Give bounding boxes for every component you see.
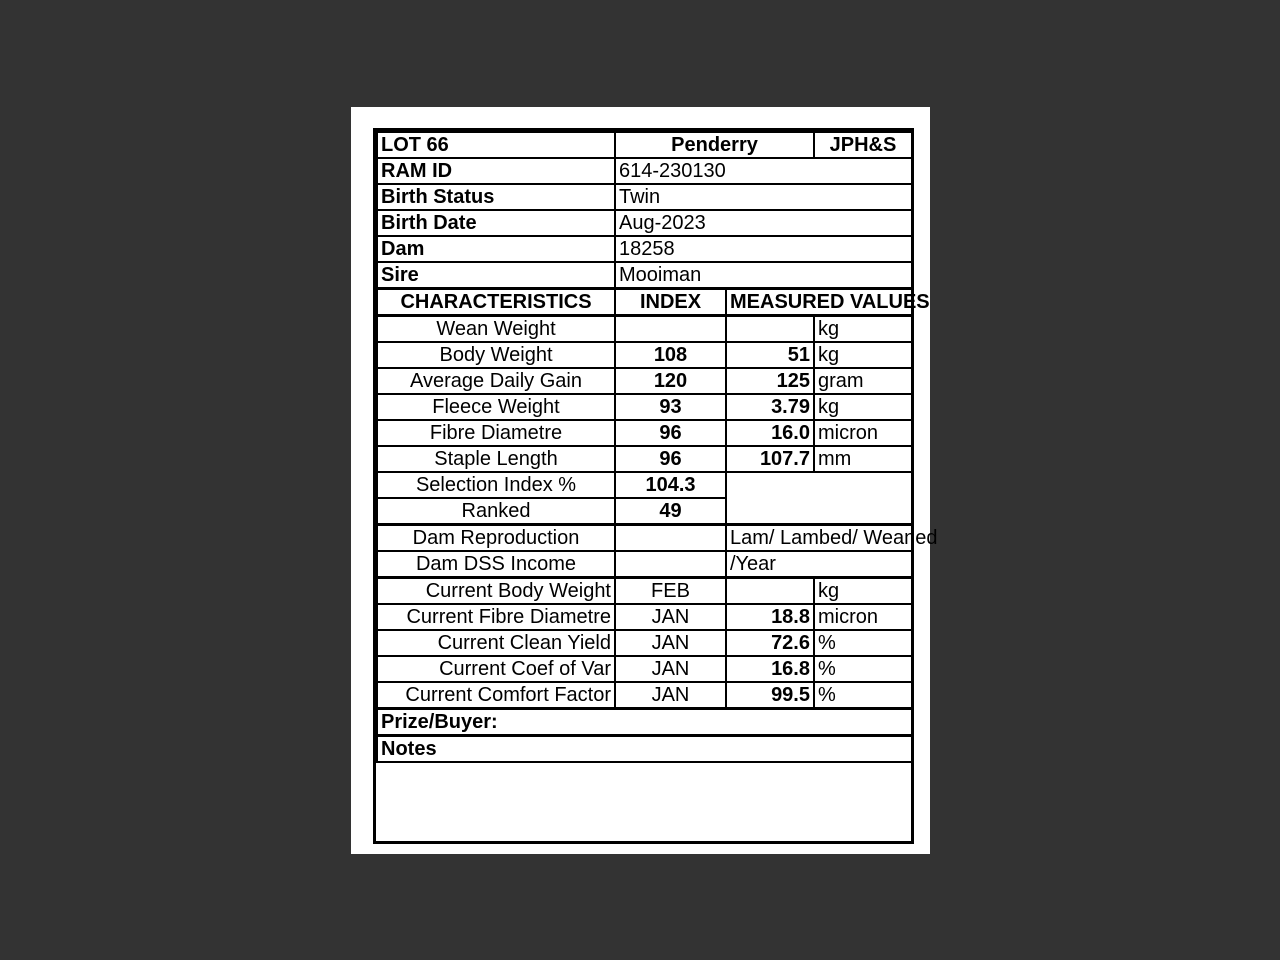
current-value: 16.8 (726, 656, 814, 682)
current-name: Current Fibre Diametre (377, 604, 615, 630)
notes-label: Notes (377, 736, 912, 763)
current-name: Current Clean Yield (377, 630, 615, 656)
current-value: 99.5 (726, 682, 814, 709)
info-row (377, 158, 912, 184)
trait-unit: gram (814, 368, 912, 394)
index-header: INDEX (615, 289, 726, 316)
prize-buyer-row (377, 709, 912, 736)
dam-dss-label: Dam DSS Income (377, 551, 615, 578)
ranked-label: Ranked (377, 498, 615, 525)
current-unit: % (814, 656, 912, 682)
current-month: FEB (615, 578, 726, 605)
info-row (377, 262, 912, 289)
trait-row (377, 316, 912, 343)
trait-index: 96 (615, 446, 726, 472)
current-row (377, 656, 912, 682)
characteristics-header: CHARACTERISTICS (377, 289, 615, 316)
trait-row (377, 342, 912, 368)
header-row (377, 132, 912, 158)
trait-value: 51 (726, 342, 814, 368)
prize-buyer-label: Prize/Buyer: (377, 709, 912, 736)
dam-dss-text: /Year (726, 551, 912, 578)
info-label: Birth Status (377, 184, 615, 210)
trait-unit: mm (814, 446, 912, 472)
dam-dss-row (377, 551, 912, 578)
trait-value: 125 (726, 368, 814, 394)
trait-index: 120 (615, 368, 726, 394)
current-name: Current Coef of Var (377, 656, 615, 682)
trait-index: 93 (615, 394, 726, 420)
trait-index: 108 (615, 342, 726, 368)
trait-value: 3.79 (726, 394, 814, 420)
info-row (377, 184, 912, 210)
card-paper (351, 107, 938, 854)
selection-index-row (377, 472, 912, 498)
dam-reproduction-index (615, 525, 726, 552)
current-unit: % (814, 682, 912, 709)
lot-number: LOT 66 (377, 132, 615, 158)
trait-index: 96 (615, 420, 726, 446)
ranked-value: 49 (615, 498, 726, 525)
info-label: Birth Date (377, 210, 615, 236)
trait-name: Fibre Diametre (377, 420, 615, 446)
trait-name: Staple Length (377, 446, 615, 472)
trait-row (377, 420, 912, 446)
info-label: Sire (377, 262, 615, 289)
info-value: 18258 (615, 236, 912, 262)
trait-name: Average Daily Gain (377, 368, 615, 394)
info-value: Aug-2023 (615, 210, 912, 236)
trait-unit: kg (814, 342, 912, 368)
current-unit: micron (814, 604, 912, 630)
trait-unit: kg (814, 394, 912, 420)
dam-reproduction-row (377, 525, 912, 552)
trait-name: Wean Weight (377, 316, 615, 343)
trait-unit: kg (814, 316, 912, 343)
trait-value: 16.0 (726, 420, 814, 446)
current-month: JAN (615, 630, 726, 656)
trait-row (377, 394, 912, 420)
breeder-code: JPH&S (814, 132, 912, 158)
trait-value (726, 316, 814, 343)
info-label: Dam (377, 236, 615, 262)
info-value: Mooiman (615, 262, 912, 289)
dam-reproduction-label: Dam Reproduction (377, 525, 615, 552)
lot-card-table (376, 131, 938, 763)
info-row (377, 236, 912, 262)
trait-name: Body Weight (377, 342, 615, 368)
dam-reproduction-text: Lam/ Lambed/ Weaned (726, 525, 912, 552)
selection-index-label: Selection Index % (377, 472, 615, 498)
info-value: Twin (615, 184, 912, 210)
info-value: 614-230130 (615, 158, 912, 184)
selection-index-value: 104.3 (615, 472, 726, 498)
selection-blank (726, 472, 912, 525)
notes-row (377, 736, 912, 763)
current-month: JAN (615, 604, 726, 630)
current-row (377, 604, 912, 630)
current-value (726, 578, 814, 605)
column-header-row (377, 289, 912, 316)
trait-name: Fleece Weight (377, 394, 615, 420)
current-month: JAN (615, 682, 726, 709)
breeder-name: Penderry (615, 132, 814, 158)
dam-dss-index (615, 551, 726, 578)
current-unit: kg (814, 578, 912, 605)
current-value: 72.6 (726, 630, 814, 656)
trait-row (377, 368, 912, 394)
current-row (377, 630, 912, 656)
info-label: RAM ID (377, 158, 615, 184)
current-month: JAN (615, 656, 726, 682)
trait-value: 107.7 (726, 446, 814, 472)
current-unit: % (814, 630, 912, 656)
current-name: Current Body Weight (377, 578, 615, 605)
current-value: 18.8 (726, 604, 814, 630)
current-row (377, 682, 912, 709)
trait-unit: micron (814, 420, 912, 446)
info-row (377, 210, 912, 236)
measured-values-header: MEASURED VALUES (726, 289, 912, 316)
current-row (377, 578, 912, 605)
lot-card (373, 128, 938, 844)
current-name: Current Comfort Factor (377, 682, 615, 709)
trait-row (377, 446, 912, 472)
trait-index (615, 316, 726, 343)
